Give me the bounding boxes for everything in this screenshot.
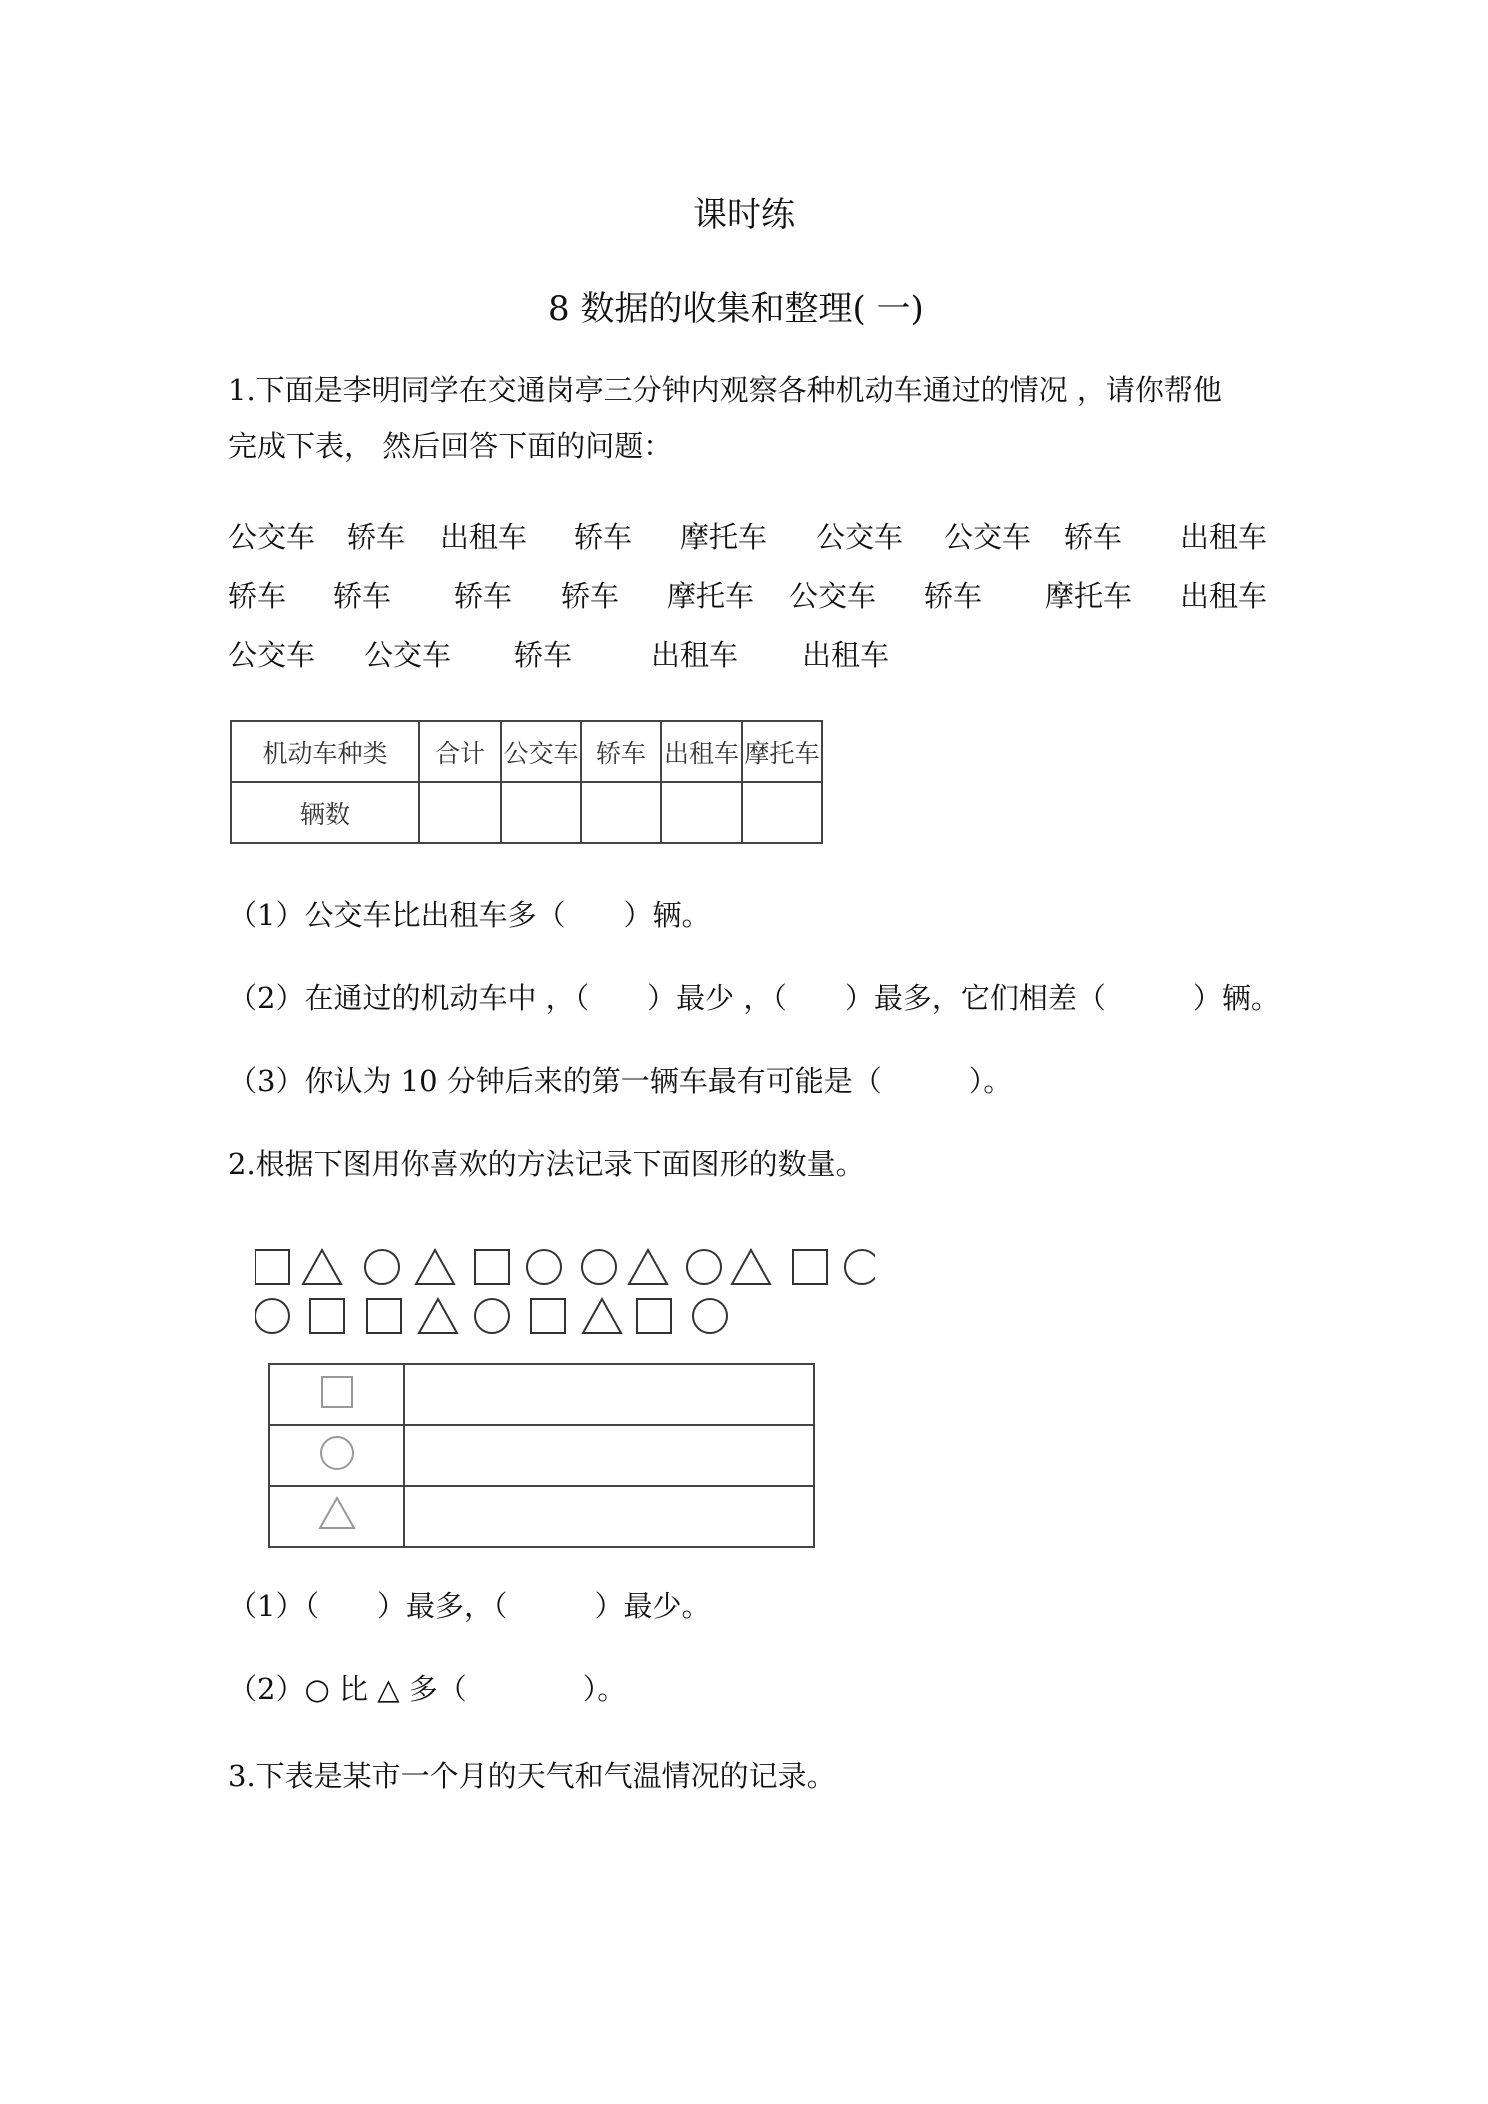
square-icon — [793, 1250, 827, 1284]
vehicle-item: 出租车 — [802, 638, 890, 672]
answer-cell[interactable] — [404, 1364, 814, 1425]
triangle-icon — [303, 1250, 341, 1284]
table-row-label: 辆数 — [231, 782, 419, 843]
answer-cell[interactable] — [404, 1486, 814, 1547]
q1-sub3: （3）你认为 10 分钟后来的第一辆车最有可能是（ ）。 — [228, 1064, 1013, 1098]
answer-cell[interactable] — [419, 782, 501, 843]
shape-count-table — [268, 1363, 815, 1548]
shape-cell — [269, 1364, 404, 1425]
answer-cell[interactable] — [501, 782, 581, 843]
vehicle-item: 公交车 — [228, 638, 316, 672]
q1-sub2: （2）在通过的机动车中 ，（ ）最少 ，（ ）最多，它们相差（ ）辆。 — [228, 981, 1280, 1015]
circle-icon — [255, 1299, 289, 1333]
q2-intro: 2.根据下图用你喜欢的方法记录下面图形的数量。 — [228, 1147, 865, 1181]
shape-cell — [269, 1425, 404, 1486]
vehicle-item: 摩托车 — [680, 520, 768, 554]
square-icon — [367, 1299, 401, 1333]
vehicle-item: 轿车 — [924, 579, 983, 613]
circle-icon — [693, 1299, 727, 1333]
shape-cell — [269, 1486, 404, 1547]
square-icon — [270, 1365, 403, 1420]
q1-sub1: （1）公交车比出租车多（ ）辆。 — [228, 898, 711, 932]
triangle-icon — [419, 1299, 457, 1333]
vehicle-item: 轿车 — [228, 579, 287, 613]
q3-intro: 3.下表是某市一个月的天气和气温情况的记录。 — [228, 1759, 836, 1793]
answer-cell[interactable] — [581, 782, 661, 843]
triangle-icon — [732, 1250, 770, 1284]
vehicle-item: 公交车 — [228, 520, 316, 554]
page-title: 课时练 — [693, 195, 795, 235]
vehicle-item: 轿车 — [347, 520, 406, 554]
vehicle-item: 轿车 — [561, 579, 620, 613]
vehicle-item: 公交车 — [364, 638, 452, 672]
circle-icon — [270, 1426, 403, 1481]
circle-icon — [365, 1250, 399, 1284]
shape-figure — [255, 1245, 875, 1345]
table-header-cell: 公交车 — [501, 721, 581, 782]
square-icon — [475, 1250, 509, 1284]
triangle-icon — [270, 1487, 403, 1542]
vehicle-item: 轿车 — [454, 579, 513, 613]
vehicle-item: 公交车 — [816, 520, 904, 554]
vehicle-item: 轿车 — [1064, 520, 1123, 554]
q1-intro-line1: 1.下面是李明同学在交通岗亭三分钟内观察各种机动车通过的情况 ，请你帮他 — [228, 373, 1222, 407]
square-icon — [255, 1250, 289, 1284]
answer-cell[interactable] — [742, 782, 822, 843]
vehicle-item: 摩托车 — [1045, 579, 1133, 613]
square-icon — [310, 1299, 344, 1333]
vehicle-item: 摩托车 — [667, 579, 755, 613]
vehicle-item: 出租车 — [1180, 520, 1268, 554]
circle-icon — [687, 1250, 721, 1284]
answer-cell[interactable] — [404, 1425, 814, 1486]
vehicle-item: 出租车 — [440, 520, 528, 554]
table-header-cell: 合计 — [419, 721, 501, 782]
q2-sub1: （1）（ ）最多，（ ）最少。 — [228, 1589, 711, 1623]
q2-sub2: （2）○ 比 △ 多（ ）。 — [228, 1672, 627, 1706]
vehicle-item: 公交车 — [944, 520, 1032, 554]
vehicle-count-table — [230, 720, 823, 844]
vehicle-item: 公交车 — [789, 579, 877, 613]
table-header-cell: 摩托车 — [742, 721, 822, 782]
page-subtitle: 8 数据的收集和整理( 一) — [548, 289, 924, 329]
table-header-cell: 出租车 — [661, 721, 742, 782]
triangle-icon — [629, 1250, 667, 1284]
circle-icon — [845, 1250, 875, 1284]
vehicle-item: 轿车 — [333, 579, 392, 613]
square-icon — [637, 1299, 671, 1333]
vehicle-item: 轿车 — [574, 520, 633, 554]
vehicle-item: 出租车 — [1180, 579, 1268, 613]
square-icon — [531, 1299, 565, 1333]
triangle-icon — [416, 1250, 454, 1284]
circle-icon — [475, 1299, 509, 1333]
q1-intro-line2: 完成下表， 然后回答下面的问题： — [228, 429, 673, 463]
vehicle-item: 轿车 — [514, 638, 573, 672]
vehicle-item: 出租车 — [651, 638, 739, 672]
table-header-cell: 轿车 — [581, 721, 661, 782]
circle-icon — [582, 1250, 616, 1284]
table-header-cell: 机动车种类 — [231, 721, 419, 782]
triangle-icon — [583, 1299, 621, 1333]
circle-icon — [527, 1250, 561, 1284]
answer-cell[interactable] — [661, 782, 742, 843]
